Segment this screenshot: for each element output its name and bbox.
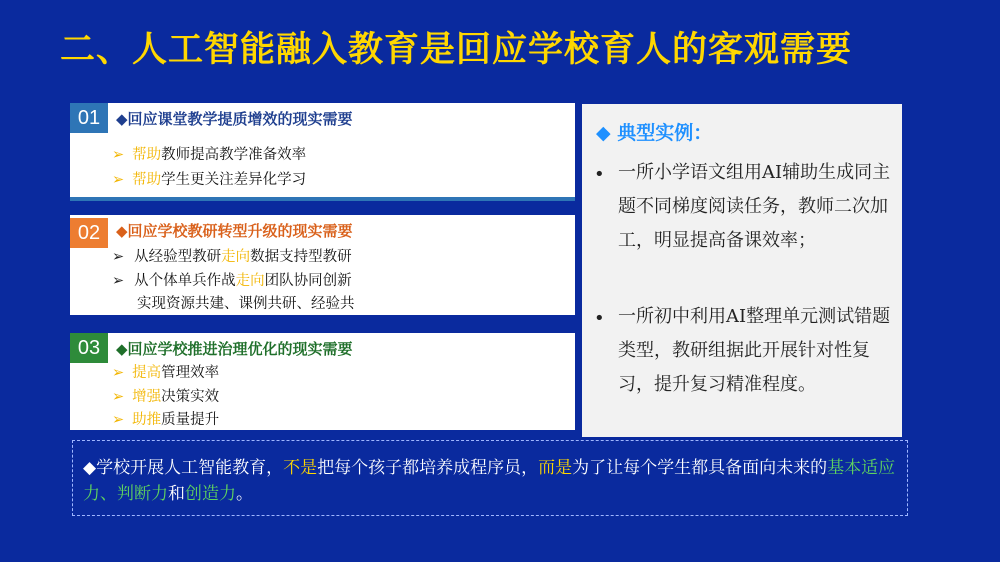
card-research [70,215,575,315]
examples-panel [582,104,902,437]
summary-part: 把每个孩子都培养成程序员， [317,458,539,478]
arrow-icon: ➢ [112,249,125,265]
page-title: 二、人工智能融入教育是回应学校育人的客观需要 [60,29,853,70]
summary-green: 基本适应力、判断力 [83,458,896,504]
arrow-icon: ➢ [112,172,125,188]
bullet-icon: • [594,308,605,329]
card-heading: ◆回应学校教研转型升级的现实需要 [116,222,353,240]
summary-box [72,440,908,516]
card-classroom [70,103,575,201]
card-heading: ◆回应学校推进治理优化的现实需要 [116,340,353,358]
summary-text [83,455,898,507]
line-text: 教师提高教学准备效率 [161,147,307,163]
card-line [112,408,219,429]
card-line [112,385,219,406]
line-text: 学生更关注差异化学习 [161,172,307,188]
card-line [112,143,306,164]
bullet-icon: • [594,164,605,185]
example-item: 一所小学语文组用AI辅助生成同主题不同梯度阅读任务，教师二次加工，明显提高备课效率； [618,162,891,251]
card-number: 01 [70,103,108,133]
highlight-text: 助推 [132,412,162,428]
card-line [137,292,355,313]
arrow-icon: ➢ [112,365,125,381]
arrow-icon: ➢ [112,147,125,163]
highlight-text: 增强 [132,389,162,405]
line-text: 管理效率 [161,365,220,381]
highlight-text: 走向 [221,249,251,265]
summary-part: 和 [168,484,185,504]
highlight-text: 提高 [132,365,162,381]
card-governance [70,333,575,430]
summary-part: 为了让每个学生都具备面向未来的 [572,458,828,478]
line-text: 数据支持型教研 [250,249,352,265]
card-line [112,168,306,189]
line-text: 质量提升 [161,412,220,428]
line-text: 从个体单兵作战 [134,273,236,289]
arrow-icon: ➢ [112,412,125,428]
arrow-icon: ➢ [112,389,125,405]
summary-highlight: 而是 [538,458,573,478]
card-line [112,361,219,382]
card-number: 02 [70,218,108,248]
summary-part: ◆学校开展人工智能教育， [83,458,284,478]
arrow-icon: ➢ [112,273,125,289]
summary-highlight: 不是 [283,458,318,478]
line-text: 团队协同创新 [264,273,352,289]
card-accent-bar [70,197,575,201]
summary-part: 。 [236,484,253,504]
line-text: 实现资源共建、课例共研、经验共 [137,296,355,312]
highlight-text: 帮助 [132,172,162,188]
examples-heading: ◆ 典型实例： [596,122,713,144]
card-line [112,269,352,290]
line-text: 决策实效 [161,389,220,405]
summary-green: 创造力 [185,484,236,504]
example-item: 一所初中利用AI整理单元测试错题类型，教研组据此开展针对性复习，提升复习精准程度。 [618,306,891,395]
card-heading: ◆回应课堂教学提质增效的现实需要 [116,110,353,128]
card-number: 03 [70,333,108,363]
line-text: 从经验型教研 [134,249,222,265]
card-line [112,245,352,266]
highlight-text: 走向 [235,273,265,289]
highlight-text: 帮助 [132,147,162,163]
